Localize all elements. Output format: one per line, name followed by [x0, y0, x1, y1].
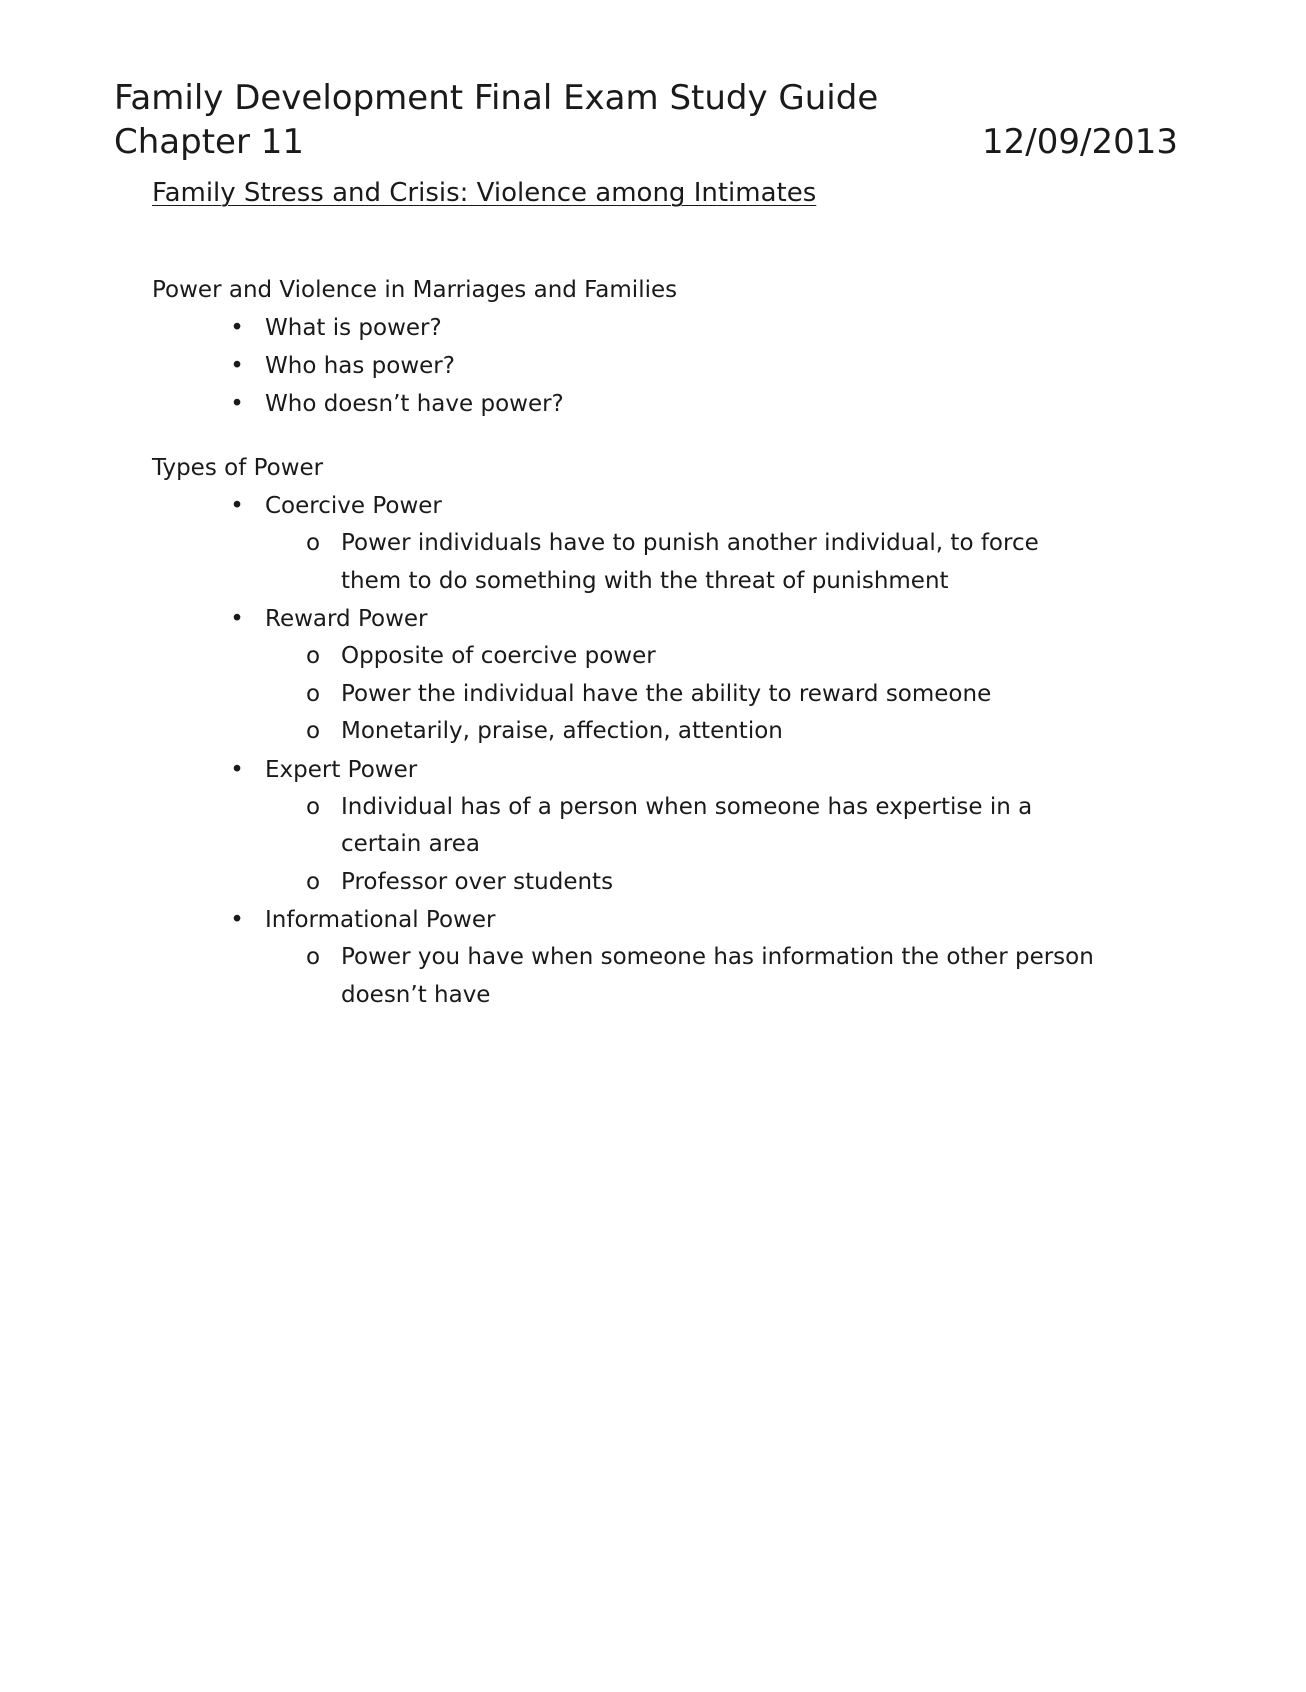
- bullet-item: [152, 347, 1152, 385]
- sub-bullet-list: [265, 638, 1152, 751]
- sub-bullet-list: [265, 789, 1152, 902]
- date-label: 12/09/2013: [982, 122, 1178, 162]
- bullet-text: Who doesn’t have power?: [265, 391, 564, 417]
- section-power-and-violence: [152, 271, 1152, 423]
- bullet-item: [152, 751, 1152, 902]
- bullet-item: [152, 487, 1152, 600]
- sub-bullet-text: Power individuals have to punish another individual, to force them to do something with the threat of punishment: [341, 530, 1039, 594]
- bullet-text: Who has power?: [265, 353, 455, 379]
- sub-bullet-circle-icon: o: [305, 868, 321, 895]
- bullet-list: [152, 309, 1152, 423]
- sub-bullet-circle-icon: o: [305, 680, 321, 707]
- sub-bullet-item: [265, 864, 1101, 902]
- sub-bullet-circle-icon: o: [305, 793, 321, 820]
- sub-bullet-text: Opposite of coercive power: [341, 643, 656, 669]
- sub-bullet-text: Individual has of a person when someone has expertise in a certain area: [341, 793, 1033, 857]
- bullet-text: Reward Power: [265, 606, 428, 632]
- sub-bullet-item: [265, 713, 1101, 751]
- sub-bullet-circle-icon: o: [305, 718, 321, 744]
- sub-bullet-text: Power you have when someone has information the other person doesn’t have: [341, 944, 1094, 1008]
- bullet-text: Informational Power: [265, 907, 496, 933]
- bullet-item: [152, 901, 1152, 1014]
- section-heading: Types of Power: [152, 455, 324, 481]
- bullet-dot-icon: •: [230, 391, 244, 417]
- sub-bullet-circle-icon: o: [305, 530, 321, 556]
- document-title: Family Development Final Exam Study Guide: [114, 78, 879, 118]
- bullet-dot-icon: •: [230, 606, 244, 632]
- sub-bullet-item: [265, 939, 1101, 1014]
- bullet-text: What is power?: [265, 315, 442, 341]
- bullet-item: [152, 309, 1152, 347]
- bullet-text: Coercive Power: [265, 493, 442, 519]
- bullet-text: Expert Power: [265, 756, 418, 783]
- section-types-of-power: [152, 449, 1152, 1014]
- bullet-list: [152, 487, 1152, 1014]
- sub-bullet-item: [265, 789, 1101, 864]
- chapter-subtitle: Family Stress and Crisis: Violence among Intimates: [152, 178, 817, 208]
- sub-bullet-circle-icon: o: [305, 944, 321, 970]
- sub-bullet-item: [265, 525, 1101, 600]
- section-heading: Power and Violence in Marriages and Families: [152, 277, 678, 303]
- sub-bullet-text: Power the individual have the ability to reward someone: [341, 680, 992, 707]
- sub-bullet-list: [265, 525, 1152, 600]
- sub-bullet-item: [265, 676, 1101, 714]
- bullet-item: [152, 600, 1152, 751]
- bullet-dot-icon: •: [230, 756, 244, 783]
- sub-bullet-item: [265, 638, 1101, 676]
- bullet-dot-icon: •: [230, 493, 244, 519]
- bullet-item: [152, 385, 1152, 423]
- sub-bullet-list: [265, 939, 1152, 1014]
- sub-bullet-circle-icon: o: [305, 643, 321, 669]
- bullet-dot-icon: •: [230, 315, 244, 341]
- sub-bullet-text: Monetarily, praise, affection, attention: [341, 718, 783, 744]
- sub-bullet-text: Professor over students: [341, 868, 614, 895]
- bullet-dot-icon: •: [230, 353, 244, 379]
- chapter-label: Chapter 11: [114, 122, 305, 162]
- bullet-dot-icon: •: [230, 907, 244, 933]
- chapter-row: [114, 120, 1178, 164]
